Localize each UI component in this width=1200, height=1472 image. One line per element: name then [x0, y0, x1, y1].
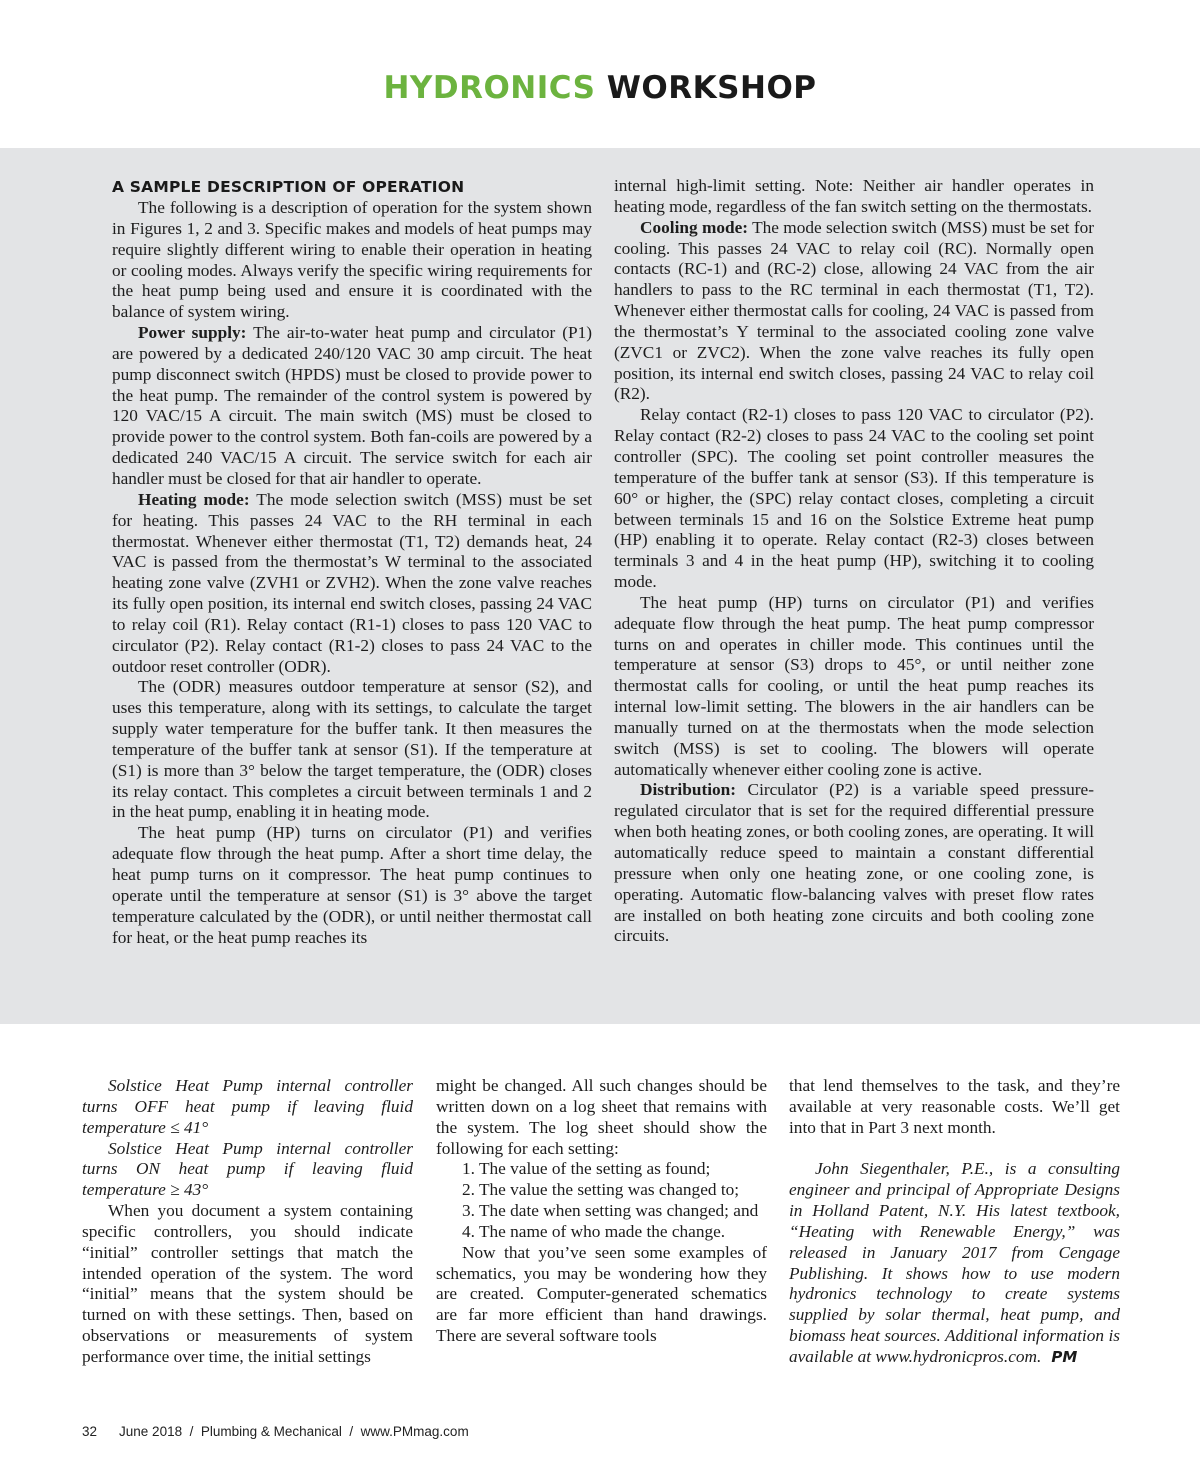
main-column-left [82, 1076, 413, 1368]
relay-paragraph: Relay contact (R2-1) closes to pass 120 VAC to circulator (P2). Relay contact (R2-2) closes to pass 24 VAC to the cooling set point controller (SPC). The cooling set point controller measures the temperature of the buffer tank at sensor (S3). If this temperature is 60° or higher, the (SPC) relay contact closes, completing a circuit between terminals 15 and 16 on the Solstice Extreme heat pump (HP) enabling it to operate. Relay contact (R2-3) closes between terminals 3 and 4 in the heat pump (HP), switching it to cooling mode. [614, 405, 1094, 592]
sidebar-column-right [614, 176, 1094, 947]
heating-mode-paragraph [112, 490, 592, 678]
list-item-3: 3. The date when setting was changed; and [462, 1201, 759, 1221]
page-footer [82, 1423, 469, 1441]
author-bio [789, 1159, 1120, 1367]
paragraph-gap [789, 1139, 1120, 1160]
power-supply-label: Power supply: [138, 323, 247, 343]
main-column-right [789, 1076, 1120, 1368]
section-header [0, 66, 1200, 110]
power-supply-paragraph [112, 323, 592, 490]
cooling-mode-text: The mode selection switch (MSS) must be set for cooling. This passes 24 VAC to relay coil (RC). Normally open contacts (RC-1) and (RC-2) close, allowing 24 VAC from the air handlers to pass to the RC terminal in each thermostat (T1, T2). Whenever either thermostat calls for cooling, 24 VAC is passed from the thermostat’s Y terminal to the associated cooling zone valve (ZVC1 or ZVC2). When the zone valve reaches its fully open position, its internal end switch closes, passing 24 VAC to relay coil (R2). [614, 217, 1094, 404]
log-sheet-paragraph: might be changed. All such changes should be written down on a log sheet that remains with the system. The log sheet should show the following for each setting: [436, 1076, 767, 1158]
sidebar-continued: internal high-limit setting. Note: Neither air handler operates in heating mode, regardless of the fan switch setting on the thermostats. [614, 176, 1094, 216]
author-bio-text: John Siegenthaler, P.E., is a consulting engineer and principal of Appropriate Designs in Holland Patent, N.Y. His latest textbook, “Heating with Renewable Energy,” was released in January 2017 from Cengage Publishing. It shows how to use modern hydronics technology to create systems supplied by solar thermal, heat pump, and biomass heat sources. Additional information is available at www.hydronicpros.com. [789, 1159, 1120, 1366]
power-supply-text: The air-to-water heat pump and circulator (P1) are powered by a dedicated 240/120 VAC 30 amp circuit. The heat pump disconnect switch (HPDS) must be closed to provide power to the heat pump. The remainder of the control system is powered by 120 VAC/15 A circuit. The main switch (MS) must be closed to provide power to the control system. Both fan-coils are powered by a dedicated 240 VAC/15 A circuit. The service switch for each air handler must be closed for that air handler to operate. [112, 323, 593, 488]
footer-info: June 2018 / Plumbing & Mechanical / www.PMmag.com [119, 1424, 469, 1439]
main-column-middle [436, 1076, 767, 1347]
cooling-mode-paragraph [614, 218, 1094, 406]
cooling-mode-label: Cooling mode: [640, 217, 749, 237]
schematics-paragraph: Now that you’ve seen some examples of schematics, you may be wondering how they are created. Computer-generated schematics are far more efficient than hand drawings. There are several software tools [436, 1242, 767, 1346]
header-word-hydronics: HYDRONICS [383, 70, 596, 106]
list-item-4: 4. The name of who made the change. [462, 1221, 726, 1241]
odr-paragraph: The (ODR) measures outdoor temperature at sensor (S2), and uses this temperature, along with its settings, to calculate the target supply water temperature for the buffer tank. It then measures the temperature of the buffer tank at sensor (S1). If the temperature at (S1) is more than 3° below the target temperature, the (ODR) closes its relay contact. This completes a circuit between terminals 1 and 2 in the heat pump, enabling it in heating mode. [112, 677, 592, 822]
list-item-2: 2. The value the setting was changed to; [462, 1180, 740, 1200]
list-item-1: 1. The value of the setting as found; [462, 1159, 711, 1179]
heating-mode-label: Heating mode: [138, 489, 250, 509]
document-system-paragraph: When you document a system containing specific controllers, you should indicate “initial” controller settings that match the intended operation of the system. The word “initial” means that the system should be turned on with these settings. Then, based on observations or measurements of system performance over time, the initial settings [82, 1201, 413, 1366]
hp-heating-paragraph: The heat pump (HP) turns on circulator (P1) and verifies adequate flow through the heat pump. After a short time delay, the heat pump turns on it compressor. The heat pump continues to operate until the temperature at sensor (S1) is 3° above the target temperature calculated by the (ODR), or until neither thermostat call for heat, or the heat pump reaches its [112, 823, 592, 947]
heating-mode-text: The mode selection switch (MSS) must be set for heating. This passes 24 VAC to the RH terminal in each thermostat. Whenever either thermostat (T1, T2) demands heat, 24 VAC is passed from the thermostat’s W terminal to the associated heating zone valve (ZVH1 or ZVH2). When the zone valve reaches its fully open position, its internal end switch closes, passing 24 VAC to relay coil (R1). Relay contact (R1-1) closes to pass 120 VAC to circulator (P2). Relay contact (R1-2) closes to pass 24 VAC to the outdoor reset controller (ODR). [112, 489, 593, 676]
sidebar-column-left [112, 176, 592, 948]
pm-end-mark: PM [1051, 1347, 1078, 1366]
header-word-workshop: WORKSHOP [606, 70, 817, 106]
distribution-text: Circulator (P2) is a variable speed pressure-regulated circulator that is set for the required differential pressure when both heating zones, or both cooling zones, are operating. It will automatically reduce speed to maintain a constant differential pressure when only one heating zone, or one cooling zone, is operating. Automatic flow-balancing valves with preset flow rates are installed on both heating zone circuits and both cooling zone circuits. [614, 780, 1094, 946]
controller-on-line: Solstice Heat Pump internal controller turns ON heat pump if leaving fluid temperature ≥ 43° [82, 1138, 413, 1200]
sidebar-intro: The following is a description of operation for the system shown in Figures 1, 2 and 3. Specific makes and models of heat pumps may require slightly different wiring to enable their operation in heating or cooling modes. Always verify the specific wiring requirements for the heat pump being used and ensure it is coordinated with the balance of system wiring. [112, 198, 592, 322]
part3-paragraph: that lend themselves to the task, and they’re available at very reasonable costs. We’ll get into that in Part 3 next month. [789, 1076, 1120, 1137]
hp-cooling-paragraph: The heat pump (HP) turns on circulator (P1) and verifies adequate flow through the heat pump. The heat pump compressor turns on and operates in chiller mode. This continues until the temperature at sensor (S3) drops to 45°, or until neither zone thermostat calls for cooling, or until the heat pump reaches its internal low-limit setting. The blowers in the air handlers can be manually turned on at the thermostats when the mode selection switch (MSS) is set to cooling. The blowers will operate automatically whenever either cooling zone is active. [614, 592, 1094, 779]
distribution-paragraph [614, 780, 1094, 947]
sidebar-heading: A SAMPLE DESCRIPTION OF OPERATION [112, 178, 465, 196]
distribution-label: Distribution: [640, 780, 737, 800]
controller-off-line: Solstice Heat Pump internal controller turns OFF heat pump if leaving fluid temperature ≤ 41° [82, 1076, 413, 1137]
page-number: 32 [82, 1424, 98, 1439]
